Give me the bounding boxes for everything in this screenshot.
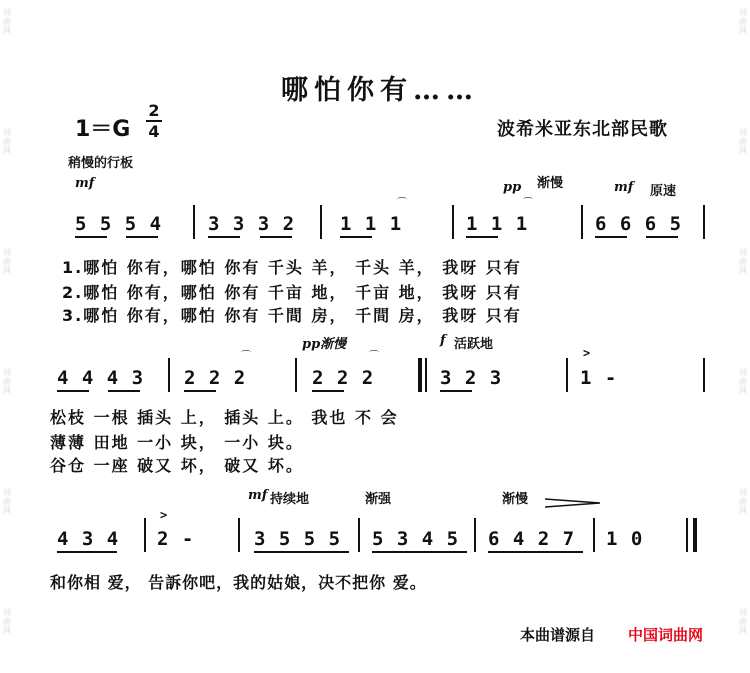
dynamic-pp: pp	[503, 180, 522, 195]
watermark-char: 曲	[739, 617, 747, 626]
tempo-sustain: 持续地	[270, 492, 310, 507]
watermark-char: 词	[739, 488, 747, 497]
beam	[466, 236, 498, 238]
watermark-char: 网	[739, 26, 747, 35]
footer-source-label: 本曲谱源自	[520, 626, 596, 644]
tempo-opening: 稍慢的行板	[68, 156, 134, 171]
watermark-char: 词	[3, 608, 11, 617]
watermark-char: 网	[3, 506, 11, 515]
watermark-char: 词	[3, 488, 11, 497]
beam	[75, 236, 107, 238]
row3-accent: >	[160, 508, 169, 522]
watermark-char: 词	[3, 128, 11, 137]
dynamic-f: f	[440, 333, 446, 348]
row3-measure6: 1 0	[606, 528, 644, 550]
barline	[144, 518, 146, 552]
meter-top: 2	[148, 101, 160, 120]
song-source: 波希米亚东北部民歌	[497, 119, 668, 140]
barline	[593, 518, 595, 552]
watermark-char: 网	[739, 266, 747, 275]
tempo-slow: 渐慢	[537, 176, 564, 191]
watermark-char: 网	[3, 386, 11, 395]
fermata-icon: ⌒	[397, 198, 407, 209]
barline	[703, 358, 705, 392]
tempo-slow2: 渐慢	[502, 492, 529, 507]
watermark-char: 词	[3, 8, 11, 17]
watermark-char: 网	[739, 386, 747, 395]
barline	[566, 358, 568, 392]
watermark-char: 网	[739, 146, 747, 155]
diminuendo-icon	[545, 495, 601, 511]
beam	[646, 236, 678, 238]
final-barline	[693, 518, 697, 552]
row3-measure4: 5 3 4 5	[372, 528, 460, 550]
time-signature	[146, 102, 162, 140]
barline	[425, 358, 427, 392]
row1-measure4: 1 1 1	[466, 213, 529, 235]
watermark-char: 曲	[3, 377, 11, 386]
beam	[126, 236, 158, 238]
watermark-char: 词	[739, 608, 747, 617]
watermark-char: 曲	[739, 497, 747, 506]
barline	[581, 205, 583, 239]
watermark-char: 词	[739, 248, 747, 257]
watermark-char: 网	[3, 26, 11, 35]
meter-bottom: 4	[148, 122, 160, 141]
beam	[254, 551, 349, 553]
barline	[193, 205, 195, 239]
barline	[295, 358, 297, 392]
beam	[372, 551, 467, 553]
beam	[312, 390, 344, 392]
watermark-char: 网	[739, 626, 747, 635]
tempo-a-tempo: 原速	[650, 184, 677, 199]
row2-measure4: 3 2 3	[440, 367, 503, 389]
row3-measure5: 6 4 2 7	[488, 528, 576, 550]
watermark-char: 曲	[3, 497, 11, 506]
lyrics-verse1-line2: 松枝 一根 插头 上， 插头 上。 我也 不 会	[50, 408, 399, 427]
beam	[208, 236, 240, 238]
row1-measure1: 5 5 5 4	[75, 213, 163, 235]
beam	[57, 390, 89, 392]
barline	[703, 205, 705, 239]
watermark-char: 曲	[739, 17, 747, 26]
beam	[260, 236, 292, 238]
watermark-char: 曲	[3, 257, 11, 266]
watermark-char: 曲	[739, 257, 747, 266]
lyrics-verse3-line1: 3.哪怕 你有，哪怕 你有 千間 房， 千間 房， 我呀 只有	[62, 306, 522, 325]
watermark-left-strip	[0, 0, 14, 673]
row2-measure2: 2 2 2	[184, 367, 247, 389]
dynamic-mf-back: mf	[614, 180, 634, 195]
beam	[595, 236, 627, 238]
row3-measure3: 3 5 5 5	[254, 528, 342, 550]
fermata-icon: ⌒	[523, 198, 533, 209]
row2-measure5: 1 -	[580, 367, 618, 389]
watermark-char: 曲	[3, 137, 11, 146]
key-signature: 1＝G	[75, 117, 131, 142]
watermark-char: 网	[3, 146, 11, 155]
watermark-char: 词	[739, 368, 747, 377]
row1-measure5: 6 6 6 5	[595, 213, 683, 235]
lyrics-verse1-line1: 1.哪怕 你有，哪怕 你有 千头 羊， 千头 羊， 我呀 只有	[62, 258, 522, 277]
dynamic-mf: mf	[75, 176, 95, 191]
barline	[452, 205, 454, 239]
tempo-lively: 活跃地	[454, 337, 494, 352]
watermark-char: 曲	[739, 377, 747, 386]
repeat-barline	[418, 358, 422, 392]
watermark-char: 网	[3, 266, 11, 275]
beam	[440, 390, 472, 392]
fermata-icon: ⌒	[369, 351, 379, 362]
dynamic-pp-slow: pp渐慢	[302, 337, 347, 352]
row2-accent: >	[583, 346, 592, 360]
watermark-char: 网	[739, 506, 747, 515]
fermata-icon: ⌒	[241, 351, 251, 362]
row1-measure3: 1 1 1	[340, 213, 403, 235]
row2-measure3: 2 2 2	[312, 367, 375, 389]
barline	[168, 358, 170, 392]
watermark-char: 词	[739, 128, 747, 137]
barline	[358, 518, 360, 552]
beam	[184, 390, 216, 392]
watermark-char: 曲	[3, 617, 11, 626]
watermark-char: 网	[3, 626, 11, 635]
row2-measure1: 4 4 4 3	[57, 367, 145, 389]
tempo-cresc: 渐强	[365, 492, 392, 507]
watermark-char: 词	[3, 248, 11, 257]
barline	[238, 518, 240, 552]
barline	[320, 205, 322, 239]
beam	[340, 236, 372, 238]
barline	[474, 518, 476, 552]
lyrics-verse2-line1: 2.哪怕 你有，哪怕 你有 千亩 地， 千亩 地， 我呀 只有	[62, 283, 522, 302]
watermark-char: 曲	[739, 137, 747, 146]
row3-measure1: 4 3 4	[57, 528, 120, 550]
song-title: 哪怕你有……	[281, 75, 479, 106]
lyrics-verse2-line2: 薄薄 田地 一小 块， 一小 块。	[50, 433, 304, 452]
barline	[686, 518, 688, 552]
lyrics-final-line: 和你相 爱， 告訴你吧，我的姑娘，决不把你 爱。	[50, 573, 427, 592]
beam	[108, 390, 140, 392]
beam	[488, 551, 583, 553]
watermark-char: 词	[3, 368, 11, 377]
dynamic-mf-sustain: mf	[248, 488, 268, 503]
beam	[57, 551, 117, 553]
row3-measure2: 2 -	[157, 528, 195, 550]
row1-measure2: 3 3 3 2	[208, 213, 296, 235]
watermark-right-strip	[736, 0, 750, 673]
watermark-char: 词	[739, 8, 747, 17]
watermark-char: 曲	[3, 17, 11, 26]
footer-site-link[interactable]: 中国词曲网	[628, 626, 704, 644]
lyrics-verse3-line2: 谷仓 一座 破又 坏， 破又 坏。	[50, 456, 304, 475]
